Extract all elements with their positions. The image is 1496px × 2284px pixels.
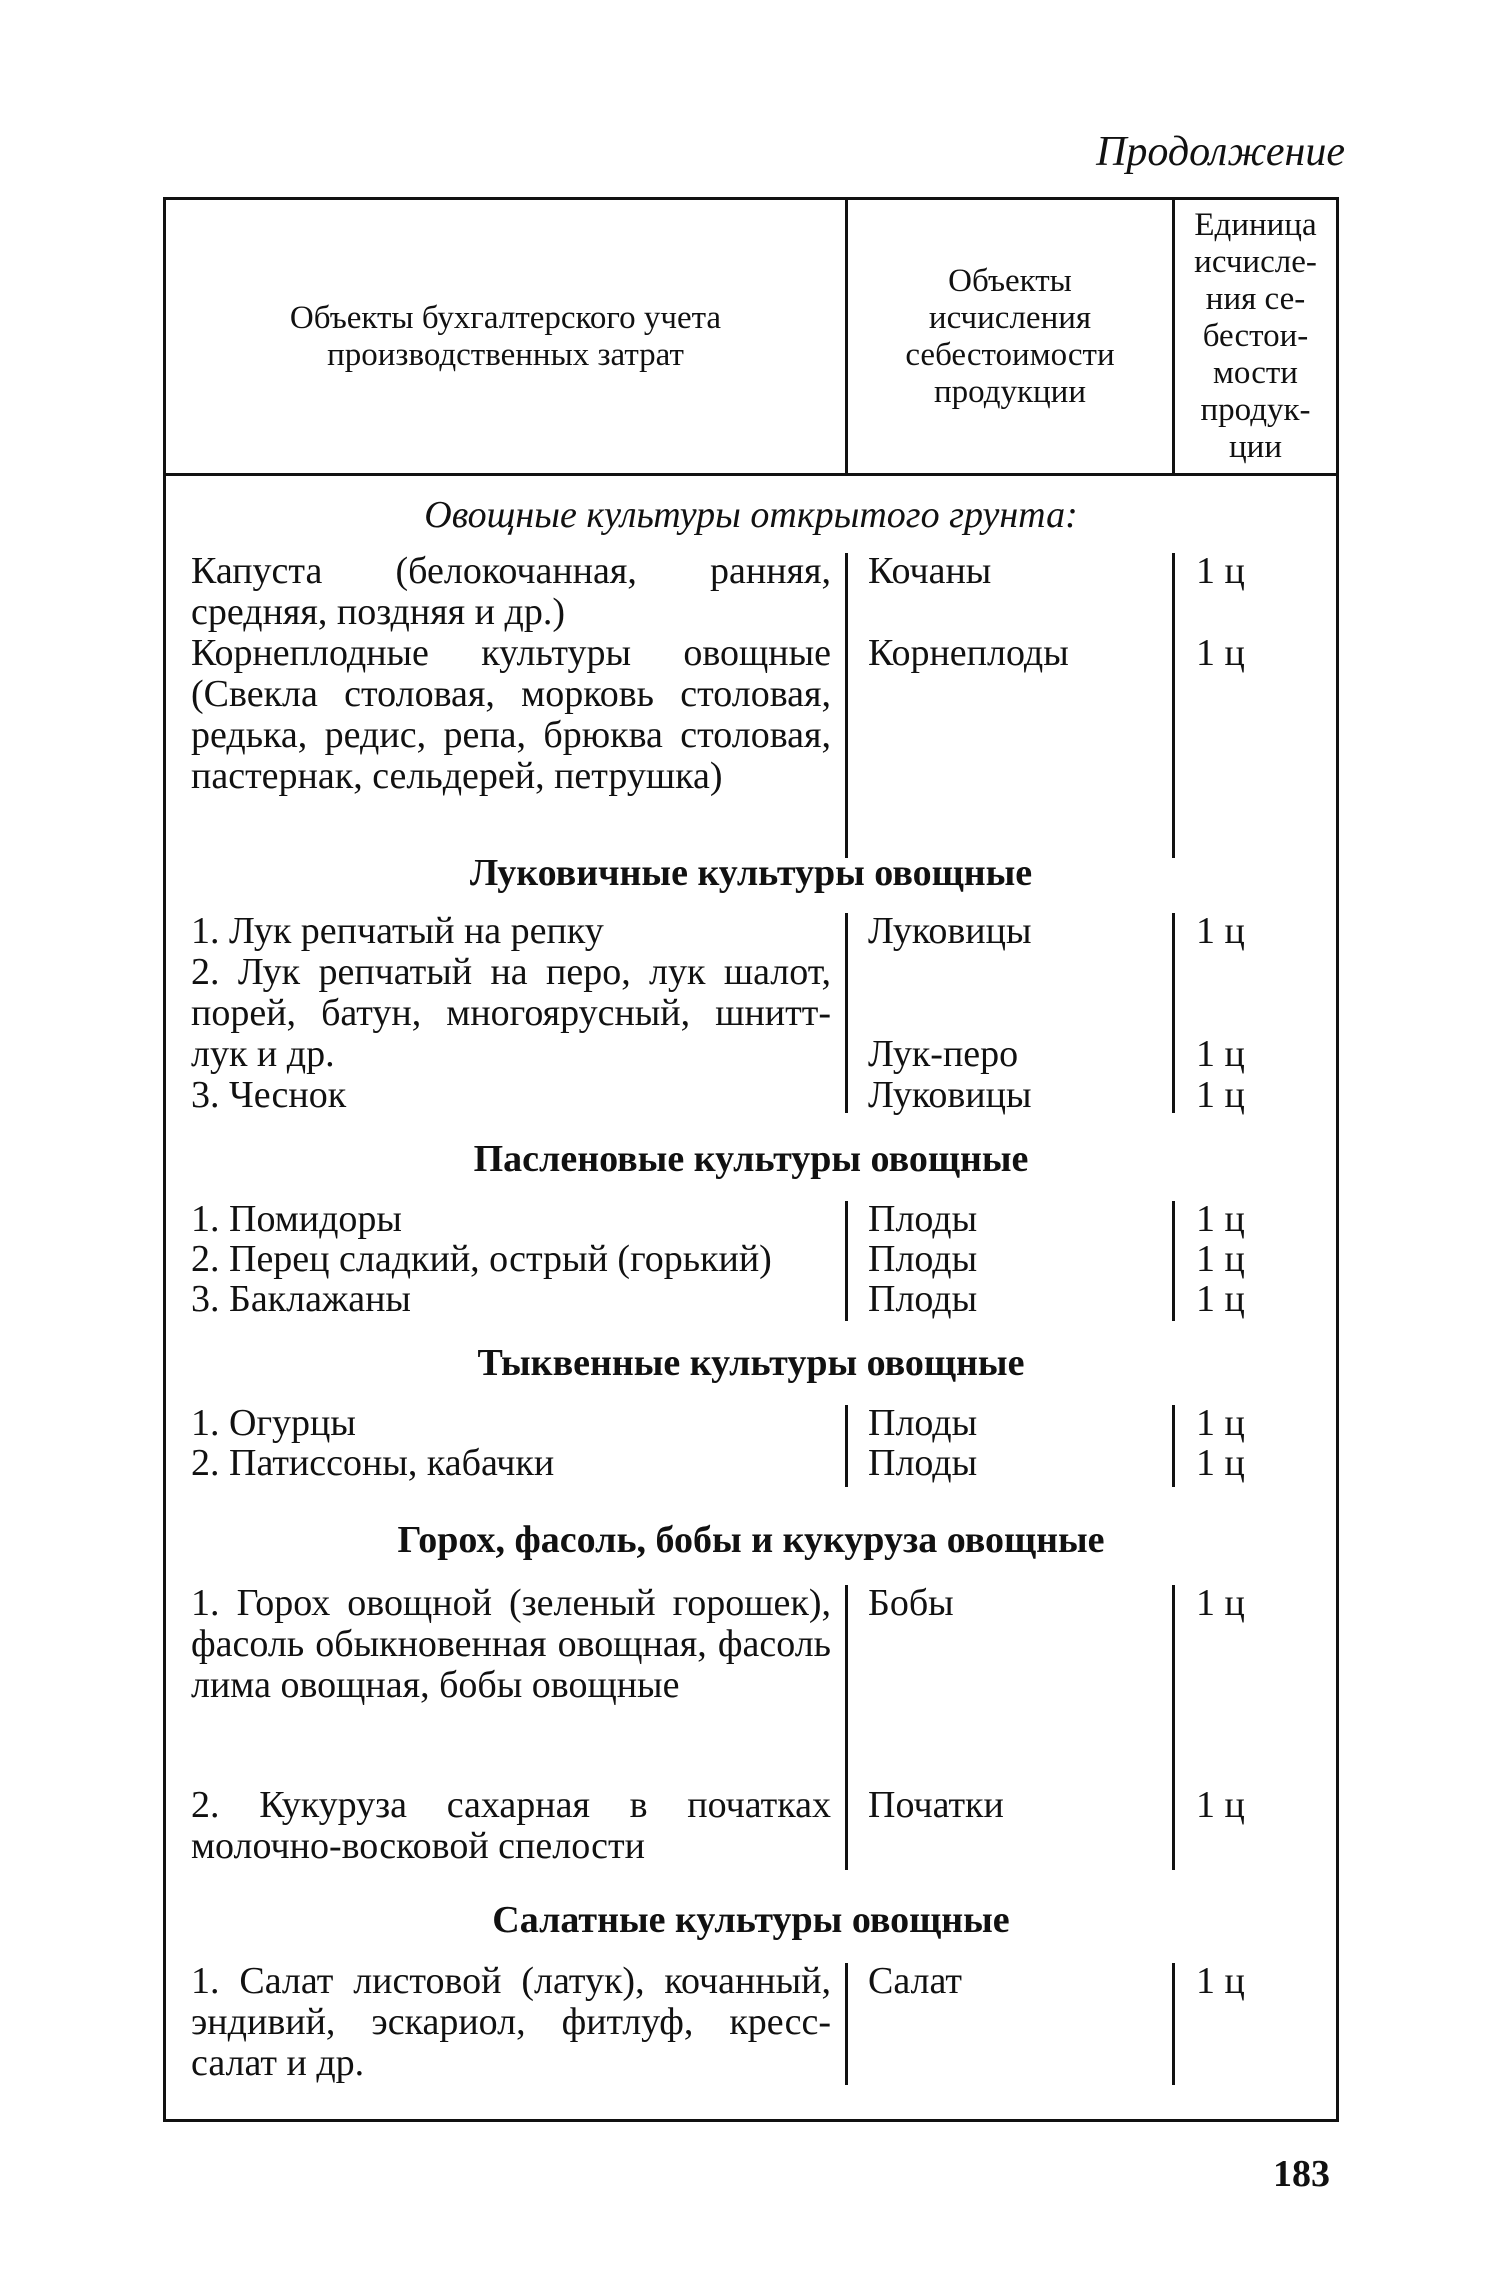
product-cell: Плоды <box>868 1198 978 1240</box>
unit-cell: 1 ц <box>1196 1402 1245 1444</box>
column-separator <box>1172 1585 1175 1870</box>
page-number: 183 <box>1273 2153 1330 2195</box>
object-cell: 1. Горох овощной (зеленый горошек), фасоль обыкновенная овощная, фасоль лима овощная, бобы овощные <box>191 1582 831 1706</box>
section-title: Луковичные культуры овощные <box>469 852 1033 894</box>
column-separator <box>845 553 848 858</box>
section-title: Горох, фасоль, бобы и кукуруза овощные <box>397 1519 1105 1561</box>
product-cell: Початки <box>868 1784 1004 1826</box>
column-separator <box>1172 1405 1175 1487</box>
product-cell: Салат <box>868 1960 962 2002</box>
unit-cell: 1 ц <box>1196 1960 1245 2002</box>
object-cell: 2. Перец сладкий, острый (горький) <box>191 1238 772 1280</box>
object-cell: Корнеплодные культуры овощные (Свекла столовая, морковь столовая, редька, редис, репа, брюква столовая, пастернак, сельдерей, петрушка) <box>191 632 831 797</box>
section-title: Овощные культуры открытого грунта: <box>424 494 1078 536</box>
product-cell: Плоды <box>868 1442 978 1484</box>
unit-cell: 1 ц <box>1196 1074 1245 1116</box>
object-cell: 2. Лук репчатый на перо, лук шалот, порей, батун, многоярусный, шнитт-лук и др. <box>191 951 831 1075</box>
column-separator <box>845 1201 848 1321</box>
unit-cell: 1 ц <box>1196 550 1245 592</box>
column-separator <box>1172 1201 1175 1321</box>
object-cell: 2. Патиссоны, кабачки <box>191 1442 555 1484</box>
table-header <box>166 200 1336 476</box>
object-cell: 1. Лук репчатый на репку <box>191 910 604 952</box>
product-cell: Корнеплоды <box>868 632 1069 674</box>
column-separator <box>1172 913 1175 1113</box>
unit-cell: 1 ц <box>1196 632 1245 674</box>
column-separator <box>1172 553 1175 858</box>
cost-objects-table <box>163 197 1339 2122</box>
product-cell: Луковицы <box>868 1074 1032 1116</box>
object-cell: 1. Помидоры <box>191 1198 402 1240</box>
unit-cell: 1 ц <box>1196 1442 1245 1484</box>
column-separator <box>845 913 848 1113</box>
product-cell: Плоды <box>868 1402 978 1444</box>
product-cell: Плоды <box>868 1238 978 1280</box>
unit-cell: 1 ц <box>1196 1238 1245 1280</box>
column-separator <box>845 1405 848 1487</box>
object-cell: 1. Салат листовой (латук), кочанный, эндивий, эскариол, фитлуф, кресс-салат и др. <box>191 1960 831 2084</box>
column-separator <box>845 1585 848 1870</box>
object-cell: 2. Кукуруза сахарная в початках молочно-восковой спелости <box>191 1784 831 1867</box>
product-cell: Плоды <box>868 1278 978 1320</box>
section-title: Салатные культуры овощные <box>492 1899 1010 1941</box>
header-costing-unit: Единица исчисле-ния се-бестои-мости продук-ции <box>1194 207 1317 465</box>
unit-cell: 1 ц <box>1196 1278 1245 1320</box>
product-cell: Бобы <box>868 1582 954 1624</box>
product-cell: Лук-перо <box>868 1033 1019 1075</box>
unit-cell: 1 ц <box>1196 1582 1245 1624</box>
unit-cell: 1 ц <box>1196 910 1245 952</box>
column-separator <box>845 1963 848 2085</box>
header-costing-objects: Объекты исчисления себестоимости продукции <box>905 262 1115 410</box>
continuation-label: Продолжение <box>1096 129 1345 175</box>
product-cell: Луковицы <box>868 910 1032 952</box>
unit-cell: 1 ц <box>1196 1033 1245 1075</box>
unit-cell: 1 ц <box>1196 1784 1245 1826</box>
unit-cell: 1 ц <box>1196 1198 1245 1240</box>
object-cell: Капуста (белокочанная, ранняя, средняя, поздняя и др.) <box>191 550 831 633</box>
header-accounting-objects: Объекты бухгалтерского учета производственных затрат <box>289 299 722 373</box>
object-cell: 3. Баклажаны <box>191 1278 411 1320</box>
product-cell: Кочаны <box>868 550 992 592</box>
column-separator <box>1172 1963 1175 2085</box>
section-title: Пасленовые культуры овощные <box>473 1138 1029 1180</box>
object-cell: 3. Чеснок <box>191 1074 347 1116</box>
object-cell: 1. Огурцы <box>191 1402 356 1444</box>
section-title: Тыквенные культуры овощные <box>477 1342 1025 1384</box>
